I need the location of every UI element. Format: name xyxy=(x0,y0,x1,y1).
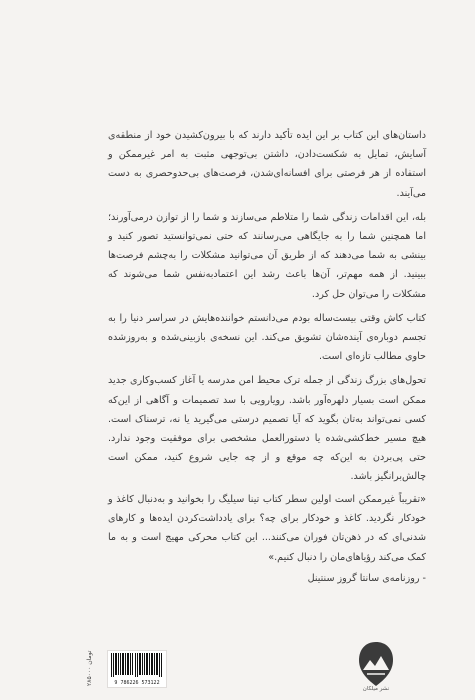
quote-source: - روزنامه‌ی سانتا گروز سنتینل xyxy=(307,572,426,584)
price-label: ۲۸۵۰۰۰ تومان xyxy=(86,650,93,686)
quote-text: «تقریباً غیرممکن است اولین سطر کتاب تینا سیلیگ را بخوانید و به‌دنبال کاغذ و خودکار نگردید. کاغذ و خودکار برای چه؟ برای یادداشت‌کردن ایده‌ها و کارهای شدنی‌ای که در ذهن‌تان فوران می‌کنند... این کتاب محرکی مهیج است و به ما کمک می‌کند رؤیاهای‌مان را دنبال کنیم.» xyxy=(108,494,426,563)
paragraph-3: کتاب کاش وقتی بیست‌ساله بودم می‌دانستم خواننده‌هایش در سراسر دنیا را به تجسم دوباره‌ی آینده‌شان تشویق می‌کند. این نسخه‌ی بازبینی‌شده و به‌روزشده حاوی مطالب تازه‌ای است. xyxy=(108,312,426,363)
barcode-icon xyxy=(111,653,163,677)
isbn-digits: 9 786226 573122 xyxy=(114,680,160,686)
publisher-name: نشر میلکان xyxy=(362,686,390,692)
paragraph-1: داستان‌های این کتاب بر این ایده تأکید دارند که با بیرون‌کشیدن خود از منطقه‌ی آسایش، تمایل به شکست‌دادن، داشتن بی‌توجهی مثبت به امر غیرممکن و استفاده از هر فرصتی برای افسانه‌ای‌شدن، فرصت‌های بی‌حدوحصری به دست می‌آیند. xyxy=(108,130,426,199)
paragraph-4: تحول‌های بزرگ زندگی از جمله ترک محیط امن مدرسه یا آغاز کسب‌وکاری جدید ممکن است بسیار دلهره‌آور باشد. رویارویی با سد تصمیمات و آگاهی از این‌که کسی نمی‌تواند به‌تان بگوید که آیا تصمیم درستی می‌گیرید یا نه، ترسناک است. هیچ مسیر خط‌کشی‌شده یا دستورالعمل مشخصی برای موفقیت وجود ندارد. حتی پی‌بردن به این‌که چه موقع و از چه جایی شروع کنید، ممکن است چالش‌برانگیز باشد. xyxy=(108,375,426,483)
publisher-logo-icon xyxy=(357,640,395,690)
isbn-barcode xyxy=(107,650,167,688)
review-quote xyxy=(108,490,426,588)
description-text xyxy=(108,126,426,492)
paragraph-2: بله، این اقدامات زندگی شما را متلاطم می‌سازند و شما را از توازن درمی‌آورند؛ اما همچنین شما را به جایگاهی می‌رسانند که حتی نمی‌توانستید تصور کنید و بینشی به شما می‌دهند که از طریق آن می‌توانید مشکلات را به‌چشم فرصت‌ها ببینید. از همه مهم‌تر، آن‌ها باعث رشد این اعتمادبه‌نفس شما می‌شوند که مشکلات را می‌توان حل کرد. xyxy=(108,211,426,300)
